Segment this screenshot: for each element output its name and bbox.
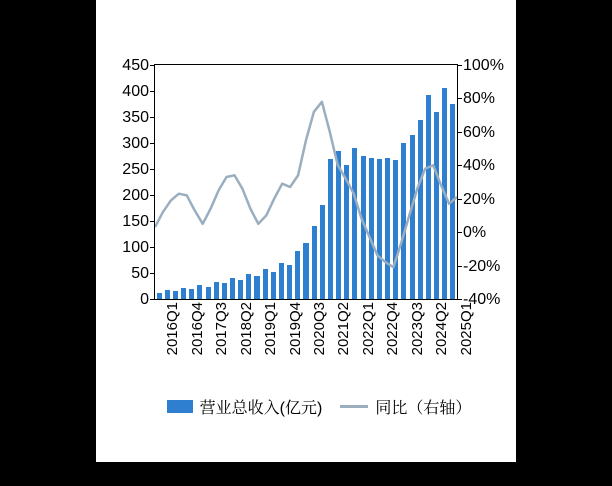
x-tick-label: 2017Q3: [213, 302, 231, 356]
y-tick-left: 200: [122, 187, 149, 204]
y-tick-mark-left: [150, 221, 155, 222]
y-tick-mark-right: [457, 65, 462, 66]
y-tick-mark-left: [150, 169, 155, 170]
y-tick-left: 400: [122, 83, 149, 100]
x-tick-label: 2020Q3: [311, 302, 328, 356]
y-tick-mark-right: [457, 132, 462, 133]
legend-item-yoy: [340, 395, 471, 418]
y-tick-mark-right: [457, 98, 462, 99]
y-tick-right: -40%: [463, 291, 501, 308]
chart-legend: [154, 392, 484, 420]
chart-card: [96, 0, 516, 462]
y-tick-mark-left: [150, 273, 155, 274]
x-tick-label: 2023Q3: [408, 302, 426, 356]
y-tick-right: 80%: [463, 90, 496, 108]
y-tick-mark-right: [457, 266, 462, 267]
y-tick-mark-left: [150, 195, 155, 196]
y-tick-right: 0%: [463, 224, 487, 242]
x-tick-label: 2025Q1: [457, 302, 475, 356]
y-tick-mark-left: [150, 91, 155, 92]
y-tick-mark-left: [150, 65, 155, 66]
x-axis-labels: [154, 302, 475, 392]
y-tick-right: 40%: [463, 157, 496, 175]
y-tick-mark-right: [457, 232, 462, 233]
y-tick-left: 50: [131, 265, 149, 282]
y-tick-mark-right: [457, 199, 462, 200]
x-tick-label: 2024Q2: [433, 302, 451, 356]
legend-swatch-icon: [167, 400, 193, 413]
y-tick-left: 300: [122, 135, 149, 152]
y-tick-mark-right: [457, 165, 462, 166]
y-tick-mark-left: [150, 117, 155, 118]
yoy-line: [155, 102, 457, 267]
y-tick-left: 100: [122, 239, 149, 256]
legend-label-yoy: 同比（右轴）: [375, 399, 472, 417]
x-tick-label: 2018Q2: [237, 302, 255, 356]
x-tick-label: 2016Q1: [164, 302, 182, 356]
y-tick-right: -20%: [463, 257, 501, 275]
y-tick-left: 350: [122, 109, 149, 126]
y-tick-right: 20%: [463, 190, 496, 208]
plot-area: [122, 57, 504, 308]
y-tick-mark-left: [150, 143, 155, 144]
y-tick-mark-left: [150, 299, 155, 300]
legend-item-revenue: [167, 395, 323, 418]
x-tick-label: 2019Q1: [262, 302, 280, 356]
x-tick-label: 2022Q4: [384, 302, 402, 356]
y-tick-left: 0: [140, 291, 149, 308]
y-tick-right: 60%: [463, 123, 496, 141]
x-tick-label: 2021Q2: [335, 302, 353, 356]
y-tick-left: 250: [122, 161, 149, 178]
x-tick-label: 2019Q4: [286, 302, 304, 356]
y-tick-right: 100%: [463, 57, 504, 74]
legend-line-icon: [340, 405, 368, 408]
legend-label-revenue: 营业总收入(亿元): [199, 399, 323, 417]
y-tick-mark-left: [150, 247, 155, 248]
x-tick-label: 2022Q1: [359, 302, 377, 356]
y-tick-left: 150: [122, 213, 149, 230]
line-series: [155, 65, 457, 299]
y-tick-mark-right: [457, 299, 462, 300]
y-tick-left: 450: [122, 57, 149, 74]
x-tick-label: 2016Q4: [188, 302, 206, 356]
